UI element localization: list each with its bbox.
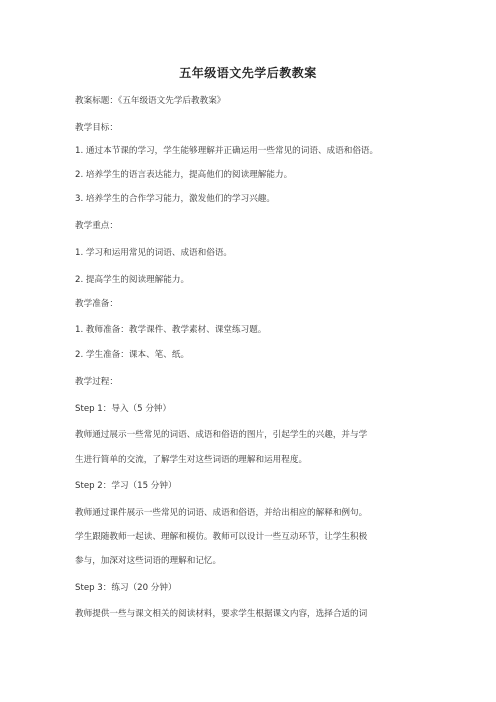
focus-item-1: 1. 学习和运用常见的词语、成语和俗语。 (75, 248, 233, 258)
goal-item-1: 1. 通过本节课的学习，学生能够理解并正确运用一些常见的词语、成语和俗语。 (75, 146, 379, 156)
step-2-paragraph-line-3: 参与，加深对这些词语的理解和记忆。 (75, 556, 222, 566)
step-3-paragraph-line-1: 教师提供一些与课文相关的阅读材料，要求学生根据课文内容，选择合适的词 (75, 609, 368, 619)
process-heading: 教学过程： (75, 377, 118, 387)
teaching-goals-heading: 教学目标： (75, 123, 118, 133)
step-2-paragraph-line-2: 学生跟随教师一起读、理解和模仿。教师可以设计一些互动环节，让学生积极 (75, 532, 368, 542)
lesson-plan-title-line: 教案标题：《五年级语文先学后教教案》 (75, 96, 226, 106)
document-title: 五年级语文先学后教教案 (179, 66, 317, 80)
step-2-paragraph-line-1: 教师通过课件展示一些常见的词语、成语和俗语，并给出相应的解释和例句。 (75, 508, 368, 518)
step-2-heading: Step 2：学习（15 分钟） (75, 481, 177, 491)
step-1-paragraph-line-2: 生进行简单的交流，了解学生对这些词语的理解和运用程度。 (75, 455, 308, 465)
goal-item-2: 2. 培养学生的语言表达能力，提高他们的阅读理解能力。 (75, 170, 293, 180)
step-3-heading: Step 3：练习（20 分钟） (75, 583, 177, 593)
step-1-paragraph-line-1: 教师通过展示一些常见的词语、成语和俗语的图片，引起学生的兴趣，并与学 (75, 430, 368, 440)
preparation-item-2: 2. 学生准备：课本、笔、纸。 (75, 350, 190, 360)
goal-item-3: 3. 培养学生的合作学习能力，激发他们的学习兴趣。 (75, 194, 275, 204)
preparation-item-1: 1. 教师准备：教学课件、教学素材、课堂练习题。 (75, 325, 267, 335)
focus-item-2: 2. 提高学生的阅读理解能力。 (75, 275, 190, 285)
step-1-heading: Step 1：导入（5 分钟） (75, 404, 172, 414)
preparation-heading: 教学准备： (75, 299, 118, 309)
teaching-focus-heading: 教学重点： (75, 221, 118, 231)
